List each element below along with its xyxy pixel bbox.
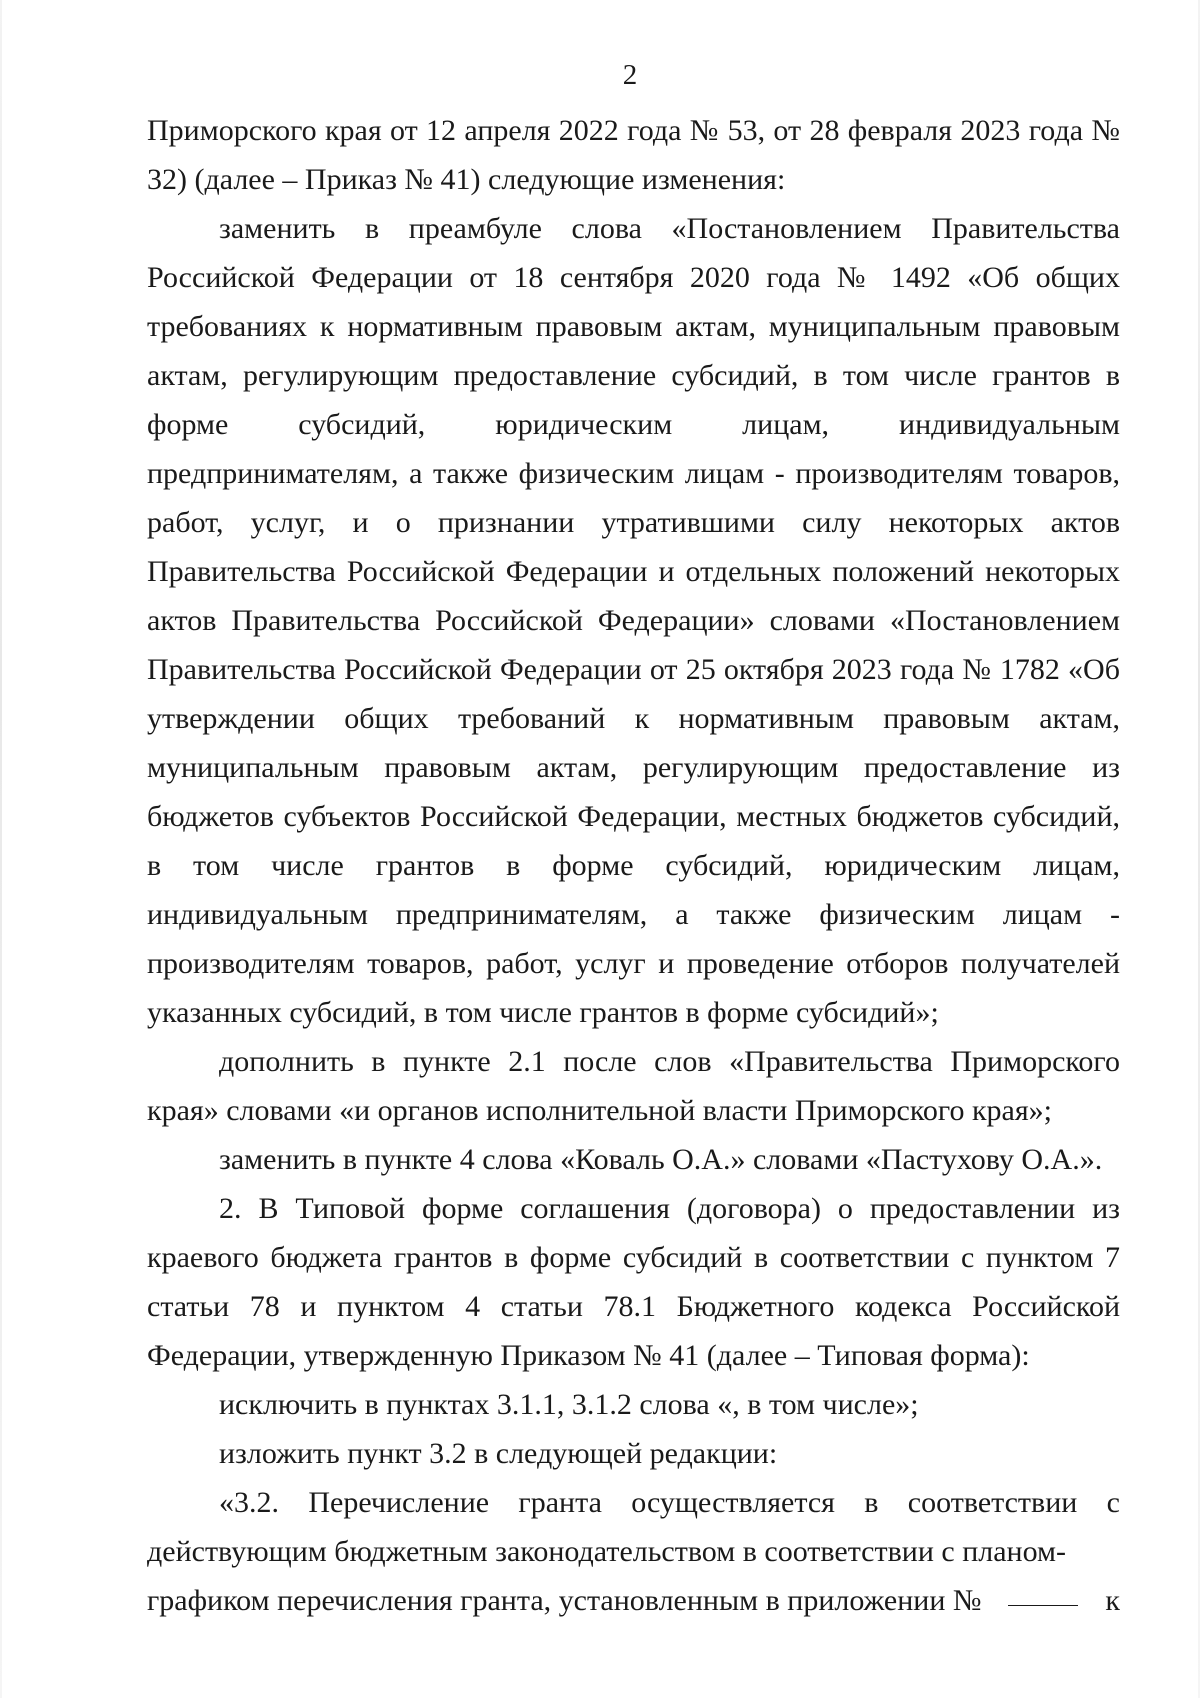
blank-line	[1008, 1605, 1078, 1606]
last-line-end: к	[1105, 1584, 1120, 1617]
last-line-text: графиком перечисления гранта, установленным в приложении №	[147, 1584, 982, 1617]
paragraph-preamble-replacement: заменить в преамбуле слова «Постановлением Правительства Российской Федерации от 18 сентября 2020 года № 1492 «Об общих требованиях к нормативным правовым актам, муниципальным правовым актам, регулирующим предоставление субсидий, в том числе грантов в форме субсидий, юридическим лицам, индивидуальным предпринимателям, а также физическим лицам - производителям товаров, работ, услуг, и о признании утратившими силу некоторых актов Правительства Российской Федерации и отдельных положений некоторых актов Правительства Российской Федерации» словами «Постановлением Правительства Российской Федерации от 25 октября 2023 года № 1782 «Об утверждении общих требований к нормативным правовым актам, муниципальным правовым актам, регулирующим предоставление из бюджетов субъектов Российской Федерации, местных бюджетов субсидий, в том числе грантов в форме субсидий, юридическим лицам, индивидуальным предпринимателям, а также физическим лицам - производителям товаров, работ, услуг и проведение отборов получателей указанных субсидий, в том числе грантов в форме субсидий»;	[147, 212, 1120, 1029]
paragraph-continuation: Приморского края от 12 апреля 2022 года № 53, от 28 февраля 2023 года № 32) (далее – Приказ № 41) следующие изменения:	[147, 114, 1120, 196]
paragraph-restate-3-2: изложить пункт 3.2 в следующей редакции:	[219, 1437, 778, 1470]
document-body	[147, 106, 1120, 1625]
paragraph-item-2-1-addition: дополнить в пункте 2.1 после слов «Правительства Приморского края» словами «и органов исполнительной власти Приморского края»;	[147, 1045, 1120, 1127]
paragraph-3-2-last-line	[147, 1576, 1120, 1625]
paragraph-3-2-text: «3.2. Перечисление гранта осуществляется в соответствии с действующим бюджетным законодательством в соответствии с планом-	[147, 1486, 1120, 1568]
page-number: 2	[622, 59, 638, 91]
scan-edge-left	[0, 0, 2, 1698]
paragraph-exclude-3-1: исключить в пунктах 3.1.1, 3.1.2 слова «, в том числе»;	[219, 1388, 919, 1421]
paragraph-section-2: 2. В Типовой форме соглашения (договора) о предоставлении из краевого бюджета грантов в форме субсидий в соответствии с пунктом 7 статьи 78 и пунктом 4 статьи 78.1 Бюджетного кодекса Российской Федерации, утвержденную Приказом № 41 (далее – Типовая форма):	[147, 1192, 1120, 1372]
paragraph-item-4-replacement: заменить в пункте 4 слова «Коваль О.А.» словами «Пастухову О.А.».	[219, 1143, 1103, 1176]
